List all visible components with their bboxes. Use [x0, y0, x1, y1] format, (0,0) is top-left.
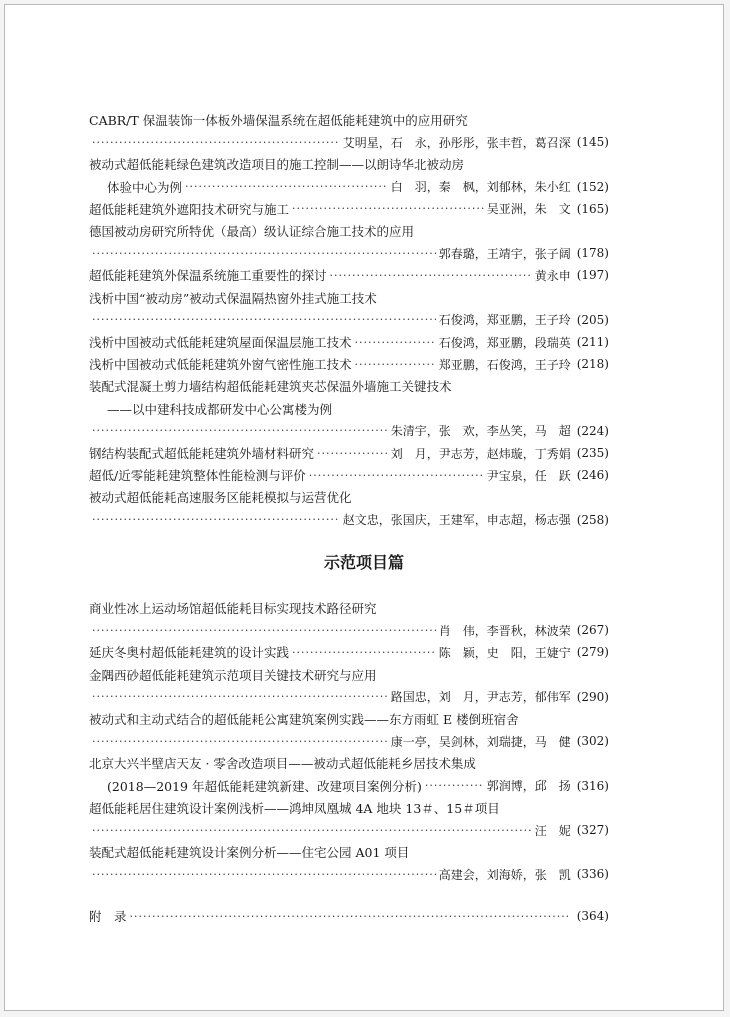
- entry-authors: 康一亭，吴剑林，刘瑞捷，马 健: [390, 734, 571, 749]
- entry-page-number: (224): [576, 423, 609, 438]
- toc-entry-line: [89, 509, 609, 531]
- toc-entry-line: [89, 264, 609, 286]
- dot-leader: [92, 513, 340, 526]
- dot-leader: [355, 358, 436, 371]
- dot-leader: [330, 269, 532, 282]
- toc-entry-line: [89, 153, 609, 175]
- entry-authors: 路国忠，刘 月，尹志芳，郁伟军: [390, 690, 571, 705]
- entry-title: (2018—2019 年超低能耗建筑新建、改建项目案例分析): [107, 778, 422, 794]
- toc-entry-line: [89, 220, 609, 242]
- toc-entry-line: [89, 109, 609, 131]
- entry-page-number: (246): [576, 468, 609, 483]
- toc-entry-line: [89, 752, 609, 774]
- entry-title: 超低能耗建筑外遮阳技术研究与施工: [89, 201, 290, 217]
- dot-leader: [92, 824, 532, 837]
- entry-title: ——以中建科技成都研发中心公寓楼为例: [107, 401, 333, 417]
- entry-page-number: (279): [576, 645, 609, 660]
- toc-entry-line: [89, 863, 609, 885]
- entry-title: 浅析中国被动式低能耗建筑外窗气密性施工技术: [89, 357, 352, 373]
- toc-entry-line: [89, 176, 609, 198]
- toc-entry-line: [89, 353, 609, 375]
- toc-entry-line: [89, 486, 609, 508]
- dot-leader: [130, 910, 568, 923]
- toc-entry-line: [89, 464, 609, 486]
- toc-entry-line: [89, 309, 609, 331]
- toc-entry-line: [89, 641, 609, 663]
- entry-authors: 吴亚洲，朱 文: [486, 202, 571, 217]
- entry-authors: 刘 月，尹志芳，赵炜璇，丁秀娟: [390, 446, 571, 461]
- toc-entry-line: [89, 331, 609, 353]
- toc-entry-line: [89, 420, 609, 442]
- dot-leader: [425, 779, 484, 792]
- entry-title: 商业性冰上运动场馆超低能耗目标实现技术路径研究: [89, 601, 377, 616]
- entry-title: 延庆冬奥村超低能耗建筑的设计实践: [89, 645, 290, 661]
- dot-leader: [92, 313, 436, 326]
- entry-title: 钢结构装配式超低能耗建筑外墙材料研究: [89, 446, 315, 461]
- entry-page-number: (336): [576, 867, 609, 882]
- entry-authors: 汪 妮: [534, 823, 571, 838]
- dot-leader: [92, 735, 388, 748]
- entry-authors: 郭润博，邱 扬: [486, 779, 571, 794]
- entry-title: 被动式超低能耗绿色建筑改造项目的施工控制——以朗诗华北被动房: [89, 157, 465, 173]
- entry-authors: 石俊鸿，郑亚鹏，王子玲: [438, 313, 571, 328]
- entry-title: 超低/近零能耗建筑整体性能检测与评价: [89, 468, 306, 484]
- entry-title: 北京大兴半壁店天友 · 零舍改造项目——被动式超低能耗乡居技术集成: [89, 756, 476, 772]
- entry-authors: 尹宝泉，任 跃: [486, 468, 571, 483]
- appendix-entry: [89, 905, 609, 927]
- appendix-page-number: (364): [576, 909, 609, 923]
- entry-title: 超低能耗建筑外保温系统施工重要性的探讨: [89, 268, 327, 284]
- toc-entry-line: [89, 819, 609, 841]
- dot-leader: [92, 624, 436, 637]
- toc-entry-line: [89, 708, 609, 730]
- entry-title: 被动式超低能耗高速服务区能耗模拟与运营优化: [89, 490, 352, 506]
- entry-page-number: (178): [576, 246, 609, 261]
- entry-authors: 朱清宇，张 欢，李丛笑，马 超: [390, 424, 571, 439]
- toc-entry-line: [89, 775, 609, 797]
- entry-page-number: (327): [576, 823, 609, 837]
- toc-entry-line: [89, 597, 609, 619]
- appendix-title: 附 录: [89, 909, 127, 924]
- entry-page-number: (235): [576, 446, 609, 460]
- entry-authors: 肖 伟，李晋秋，林波荣: [438, 623, 571, 638]
- entry-title: 装配式混凝土剪力墙结构超低能耗建筑夹芯保温外墙施工关键技术: [89, 379, 452, 395]
- dot-leader: [92, 247, 436, 260]
- entry-title: 超低能耗居住建筑设计案例浅析——鸿坤凤凰城 4A 地块 13＃、15＃项目: [89, 800, 500, 816]
- toc-entry-line: [89, 442, 609, 464]
- toc-entry-line: [89, 242, 609, 264]
- entry-title: 浅析中国被动式低能耗建筑屋面保温层施工技术: [89, 335, 352, 350]
- entry-page-number: (211): [576, 335, 609, 349]
- entry-page-number: (197): [576, 268, 609, 283]
- toc-entry-line: [89, 398, 609, 420]
- entry-authors: 高建会，刘海娇，张 凯: [438, 867, 571, 882]
- entry-authors: 陈 颖，史 阳，王婕宁: [438, 645, 571, 660]
- entry-page-number: (302): [576, 734, 609, 749]
- entry-page-number: (218): [576, 357, 609, 372]
- entry-authors: 艾明星，石 永，孙彤彤，张丰哲，葛召深: [342, 135, 571, 150]
- dot-leader: [92, 868, 436, 881]
- table-of-contents: [5, 5, 723, 1010]
- entry-page-number: (267): [576, 623, 609, 638]
- toc-entry-line: [89, 730, 609, 752]
- entry-title: 浅析中国“被动房”被动式保温隔热窗外挂式施工技术: [89, 290, 377, 306]
- entry-page-number: (145): [576, 135, 609, 150]
- dot-leader: [355, 336, 436, 349]
- dot-leader: [292, 646, 436, 659]
- entry-title: 金隅西砂超低能耗建筑示范项目关键技术研究与应用: [89, 667, 377, 683]
- dot-leader: [92, 424, 388, 437]
- toc-entry-line: [89, 375, 609, 397]
- entry-authors: 黄永申: [534, 268, 571, 283]
- entry-authors: 石俊鸿，郑亚鹏，段瑞英: [438, 335, 571, 350]
- entry-page-number: (290): [576, 689, 609, 704]
- dot-leader: [92, 690, 388, 703]
- toc-entry-line: [89, 797, 609, 819]
- entry-page-number: (258): [576, 512, 609, 527]
- section-title: 示范项目篇: [323, 553, 404, 572]
- toc-entry-line: [89, 841, 609, 863]
- toc-entry-line: [89, 664, 609, 686]
- entry-page-number: (165): [576, 201, 609, 216]
- entry-title: 被动式和主动式结合的超低能耗公寓建筑案例实践——东方雨虹 E 楼倒班宿舍: [89, 712, 519, 727]
- entry-authors: 白 羽，秦 枫，刘郁林，朱小红: [390, 180, 571, 195]
- entry-page-number: (205): [576, 312, 609, 327]
- entry-title: 体验中心为例: [107, 179, 183, 195]
- dot-leader: [292, 202, 484, 215]
- entry-title: 装配式超低能耗建筑设计案例分析——住宅公园 A01 项目: [89, 845, 410, 861]
- entry-authors: 郑亚鹏，石俊鸿，王子玲: [438, 357, 571, 372]
- entry-title: CABR/T 保温装饰一体板外墙保温系统在超低能耗建筑中的应用研究: [89, 113, 468, 128]
- entry-page-number: (152): [576, 179, 609, 194]
- dot-leader: [185, 180, 388, 193]
- toc-entry-line: [89, 686, 609, 708]
- dot-leader: [92, 136, 340, 149]
- toc-entry-line: [89, 131, 609, 153]
- toc-entry-line: [89, 619, 609, 641]
- entry-authors: 赵文忠，张国庆，王建军，申志超，杨志强: [342, 513, 571, 528]
- document-page: [4, 4, 724, 1011]
- dot-leader: [317, 447, 388, 460]
- toc-entry-line: [89, 287, 609, 309]
- toc-entry-line: [89, 198, 609, 220]
- entry-title: 德国被动房研究所特优（最高）级认证综合施工技术的应用: [89, 224, 415, 239]
- dot-leader: [309, 469, 484, 482]
- entry-page-number: (316): [576, 778, 609, 793]
- entry-authors: 郭春璐，王靖宇，张子阔: [438, 246, 571, 261]
